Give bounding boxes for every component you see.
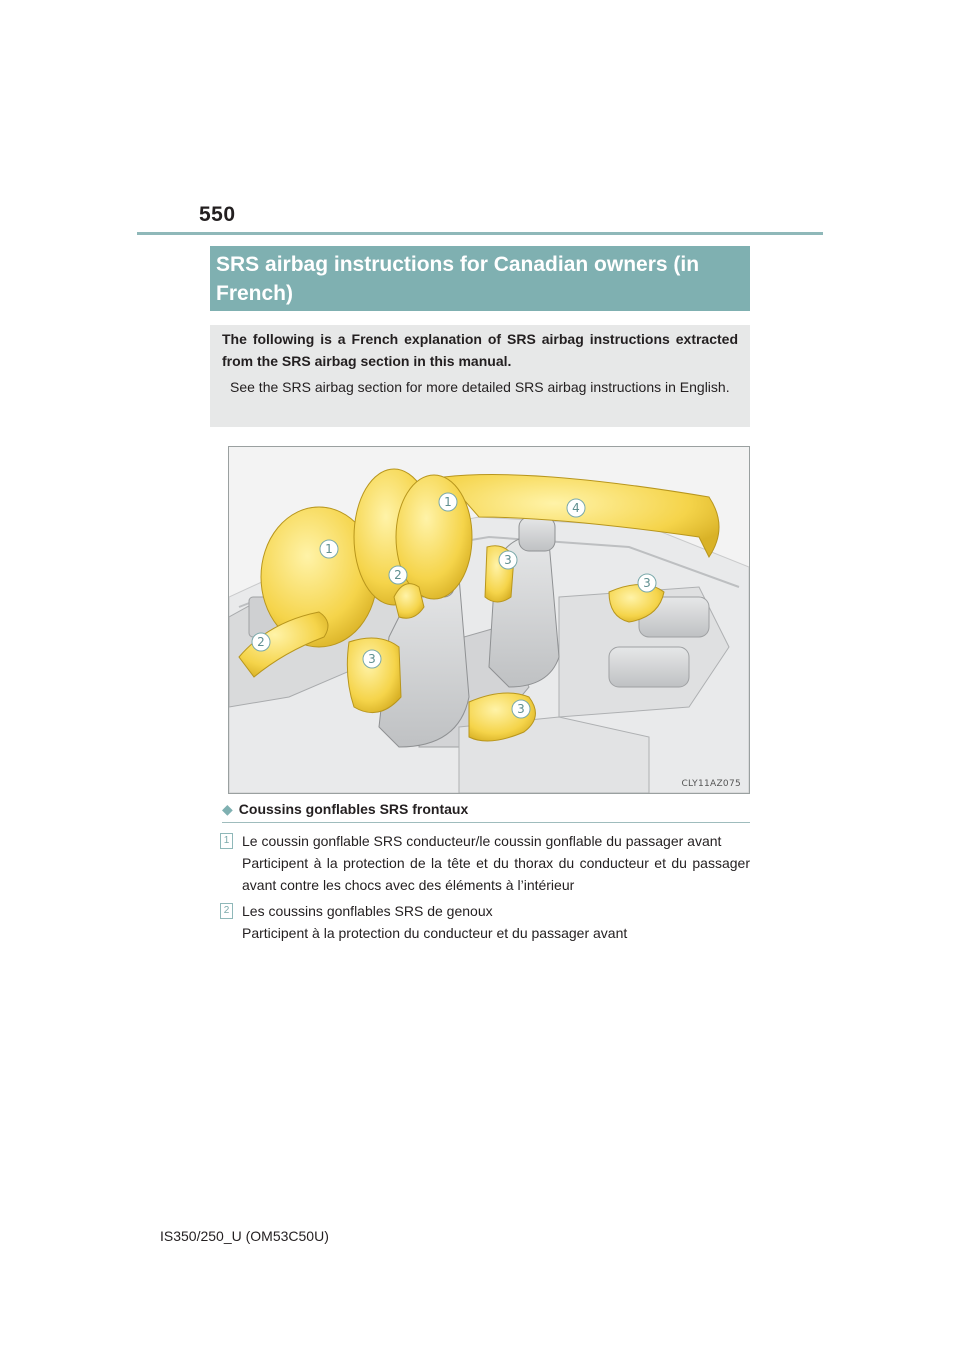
svg-text:1: 1 [325, 542, 333, 556]
callout-2b [252, 633, 270, 651]
callout-1b [439, 493, 457, 511]
svg-text:1: 1 [444, 495, 452, 509]
svg-text:3: 3 [504, 553, 512, 567]
callout-3c [363, 650, 381, 668]
item-title: Les coussins gonflables SRS de genoux [242, 903, 493, 919]
list-item [220, 900, 750, 944]
subsection-title [222, 799, 750, 823]
svg-text:3: 3 [368, 652, 376, 666]
item-number-badge: 1 [220, 833, 233, 849]
page-footer: IS350/250_U (OM53C50U) [160, 1228, 329, 1244]
intro-bold-text: The following is a French explanation of SRS airbag instructions extracted from the SRS airbag section in this manual. [222, 331, 738, 369]
svg-text:3: 3 [643, 576, 651, 590]
car-interior-drawing [229, 447, 749, 793]
passenger-airbag-shape-2 [396, 475, 472, 599]
section-title: SRS airbag instructions for Canadian owners (in French) [210, 246, 750, 311]
item-description: Participent à la protection de la tête et du thorax du conducteur et du passager avant contre les chocs avec des éléments à l’intérieur [242, 855, 750, 893]
figure-code: CLY11AZ075 [681, 779, 741, 789]
diamond-bullet-icon: ◆ [222, 801, 233, 817]
callout-3b [638, 574, 656, 592]
callout-1a [320, 540, 338, 558]
header-rule [137, 232, 823, 235]
item-title: Le coussin gonflable SRS conducteur/le coussin gonflable du passager avant [242, 833, 722, 849]
page-number: 550 [199, 203, 236, 226]
list-item [220, 830, 750, 896]
side-airbag-driver-shape [347, 638, 401, 713]
item-description: Participent à la protection du conducteur et du passager avant [242, 925, 628, 941]
svg-text:3: 3 [517, 702, 525, 716]
intro-sub-text: See the SRS airbag section for more detailed SRS airbag instructions in English. [230, 379, 730, 395]
callout-3a [499, 551, 517, 569]
svg-text:2: 2 [257, 635, 265, 649]
callout-4 [567, 499, 585, 517]
svg-text:4: 4 [572, 501, 580, 515]
item-number-badge: 2 [220, 903, 233, 919]
svg-text:2: 2 [394, 568, 402, 582]
intro-box [210, 325, 750, 427]
airbag-illustration [228, 446, 750, 794]
subsection-title-text: Coussins gonflables SRS frontaux [238, 801, 469, 817]
callout-3d [512, 700, 530, 718]
callout-2a [389, 566, 407, 584]
